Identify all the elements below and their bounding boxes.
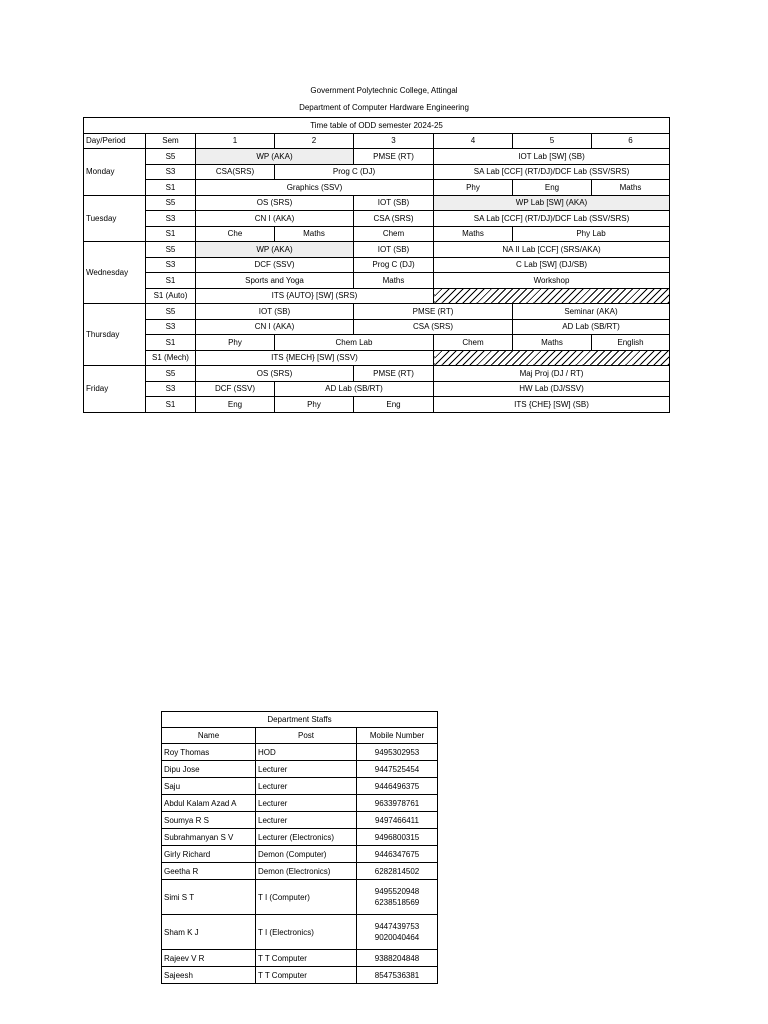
staff-row [162,967,438,984]
sem-cell: S1 [146,335,196,351]
period-cell: Che [196,226,275,242]
staff-post: T I (Electronics) [256,915,357,950]
staff-mobile [357,950,438,967]
period-cell: Maths [275,226,354,242]
staff-name: Dipu Jose [162,761,256,778]
timetable-row [84,149,670,165]
column-header: 2 [275,133,354,149]
day-label: Tuesday [84,195,146,242]
staff-post: HOD [256,744,357,761]
staff-name: Sajeesh [162,967,256,984]
period-cell: AD Lab (SB/RT) [513,319,670,335]
period-cell: PMSE (RT) [354,304,513,320]
staff-post: T T Computer [256,967,357,984]
sem-cell: S5 [146,242,196,258]
timetable-row [84,164,670,180]
staff-mobile [357,744,438,761]
period-cell: WP (AKA) [196,242,354,258]
sem-cell: S5 [146,149,196,165]
column-header: 1 [196,133,275,149]
period-cell: Maths [354,273,434,289]
period-cell: Maths [592,180,670,196]
mobile-number: 8547536381 [374,970,420,980]
timetable-row [84,366,670,382]
period-cell: NA II Lab [CCF] (SRS/AKA) [434,242,670,258]
sem-cell: S1 (Auto) [146,288,196,304]
staff-name: Abdul Kalam Azad A [162,795,256,812]
period-cell: ITS {CHE} [SW] (SB) [434,397,670,413]
staff-row [162,915,438,950]
period-cell: Eng [196,397,275,413]
column-header: Sem [146,133,196,149]
sem-cell: S3 [146,381,196,397]
sem-cell: S1 [146,273,196,289]
period-cell: CN I (AKA) [196,211,354,227]
day-label: Thursday [84,304,146,366]
timetable-row [84,304,670,320]
staff-post: Lecturer [256,795,357,812]
period-cell: SA Lab [CCF] (RT/DJ)/DCF Lab (SSV/SRS) [434,164,670,180]
mobile-number: 9633978761 [374,798,420,808]
staff-name: Subrahmanyan S V [162,829,256,846]
staff-row [162,761,438,778]
period-cell: Phy [275,397,354,413]
period-cell: Chem [354,226,434,242]
period-cell: Maths [513,335,592,351]
staff-row [162,880,438,915]
staff-mobile [357,863,438,880]
mobile-number: 9495302953 [374,747,420,757]
staff-name: Simi S T [162,880,256,915]
column-header: Mobile Number [357,728,438,744]
mobile-number: 9446347675 [374,849,420,859]
timetable-title: Time table of ODD semester 2024-25 [84,118,670,134]
period-cell: C Lab [SW] (DJ/SB) [434,257,670,273]
staff-post: Lecturer [256,778,357,795]
period-cell: IOT Lab [SW] (SB) [434,149,670,165]
staff-row [162,863,438,880]
staff-row [162,812,438,829]
staff-post: T I (Computer) [256,880,357,915]
period-cell: ITS {MECH} [SW] (SSV) [196,350,434,366]
period-cell: WP Lab [SW] (AKA) [434,195,670,211]
sem-cell: S5 [146,304,196,320]
column-header: 5 [513,133,592,149]
sem-cell: S1 (Mech) [146,350,196,366]
mobile-number: 9447525454 [374,764,420,774]
sem-cell: S5 [146,195,196,211]
period-cell: CSA (SRS) [354,211,434,227]
period-cell: Maths [434,226,513,242]
staff-mobile [357,967,438,984]
mobile-number-2: 6238518569 [374,898,420,907]
day-label: Wednesday [84,242,146,304]
sem-cell: S1 [146,397,196,413]
period-cell: AD Lab (SB/RT) [275,381,434,397]
sem-cell: S3 [146,164,196,180]
period-cell: Prog C (DJ) [275,164,434,180]
column-header: 6 [592,133,670,149]
column-header: 4 [434,133,513,149]
period-cell: WP (AKA) [196,149,354,165]
sem-cell: S1 [146,226,196,242]
mobile-number: 6282814502 [374,866,420,876]
staff-mobile [357,915,438,950]
staff-table [161,711,438,984]
timetable-row [84,226,670,242]
column-header: 3 [354,133,434,149]
staff-mobile [357,795,438,812]
hatched-cell [434,350,670,366]
period-cell: PMSE (RT) [354,366,434,382]
staff-post: Demon (Electronics) [256,863,357,880]
column-header: Post [256,728,357,744]
period-cell: Eng [354,397,434,413]
mobile-number-2: 9020040464 [374,933,420,942]
timetable-header-row [84,133,670,149]
staff-row [162,744,438,761]
timetable-row [84,288,670,304]
staff-name: Rajeev V R [162,950,256,967]
staff-post: Lecturer [256,761,357,778]
sem-cell: S5 [146,366,196,382]
period-cell: Prog C (DJ) [354,257,434,273]
column-header: Name [162,728,256,744]
column-header: Day/Period [84,133,146,149]
timetable-row [84,257,670,273]
staff-post: T T Computer [256,950,357,967]
timetable-row [84,397,670,413]
period-cell: PMSE (RT) [354,149,434,165]
staff-mobile [357,812,438,829]
mobile-number: 9496800315 [374,832,420,842]
timetable-row [84,195,670,211]
staff-mobile [357,880,438,915]
staff-mobile [357,829,438,846]
period-cell: ITS {AUTO} [SW] (SRS) [196,288,434,304]
timetable-row [84,242,670,258]
timetable-row [84,381,670,397]
department-name: Department of Computer Hardware Engineering [299,103,469,112]
period-cell: DCF (SSV) [196,257,354,273]
staff-name: Saju [162,778,256,795]
period-cell: IOT (SB) [354,195,434,211]
mobile-number: 9497466411 [375,815,419,825]
timetable-row [84,273,670,289]
staff-mobile [357,846,438,863]
hatched-cell [434,288,670,304]
timetable-row [84,335,670,351]
staff-row [162,778,438,795]
timetable-row [84,350,670,366]
mobile-number: 9388204848 [374,953,420,963]
period-cell: Sports and Yoga [196,273,354,289]
period-cell: Chem Lab [275,335,434,351]
sem-cell: S1 [146,180,196,196]
day-label: Monday [84,149,146,196]
timetable-row [84,211,670,227]
college-name: Government Polytechnic College, Attingal [310,86,458,95]
period-cell: Phy [434,180,513,196]
mobile-number: 9447439753 [374,922,420,931]
period-cell: Chem [434,335,513,351]
period-cell: OS (SRS) [196,366,354,382]
staff-name: Sham K J [162,915,256,950]
staff-header-row [162,728,438,744]
staff-row [162,846,438,863]
period-cell: DCF (SSV) [196,381,275,397]
staff-name: Geetha R [162,863,256,880]
staff-name: Roy Thomas [162,744,256,761]
period-cell: CSA(SRS) [196,164,275,180]
mobile-number: 9495520948 [374,887,420,896]
timetable [83,117,670,413]
period-cell: IOT (SB) [196,304,354,320]
staff-post: Lecturer (Electronics) [256,829,357,846]
timetable-row [84,319,670,335]
staff-row [162,950,438,967]
period-cell: Phy Lab [513,226,670,242]
sem-cell: S3 [146,319,196,335]
staff-table-title: Department Staffs [162,712,438,728]
staff-post: Demon (Computer) [256,846,357,863]
sem-cell: S3 [146,211,196,227]
period-cell: HW Lab (DJ/SSV) [434,381,670,397]
period-cell: IOT (SB) [354,242,434,258]
period-cell: Maj Proj (DJ / RT) [434,366,670,382]
staff-row [162,795,438,812]
period-cell: CSA (SRS) [354,319,513,335]
staff-name: Soumya R S [162,812,256,829]
sem-cell: S3 [146,257,196,273]
day-label: Friday [84,366,146,413]
staff-mobile [357,778,438,795]
period-cell: OS (SRS) [196,195,354,211]
period-cell: Eng [513,180,592,196]
period-cell: Seminar (AKA) [513,304,670,320]
period-cell: CN I (AKA) [196,319,354,335]
period-cell: English [592,335,670,351]
timetable-row [84,180,670,196]
staff-mobile [357,761,438,778]
period-cell: SA Lab [CCF] (RT/DJ)/DCF Lab (SSV/SRS) [434,211,670,227]
staff-row [162,829,438,846]
mobile-number: 9446496375 [374,781,420,791]
period-cell: Graphics (SSV) [196,180,434,196]
period-cell: Workshop [434,273,670,289]
staff-name: Girly Richard [162,846,256,863]
staff-post: Lecturer [256,812,357,829]
staff-rows [162,744,438,984]
period-cell: Phy [196,335,275,351]
